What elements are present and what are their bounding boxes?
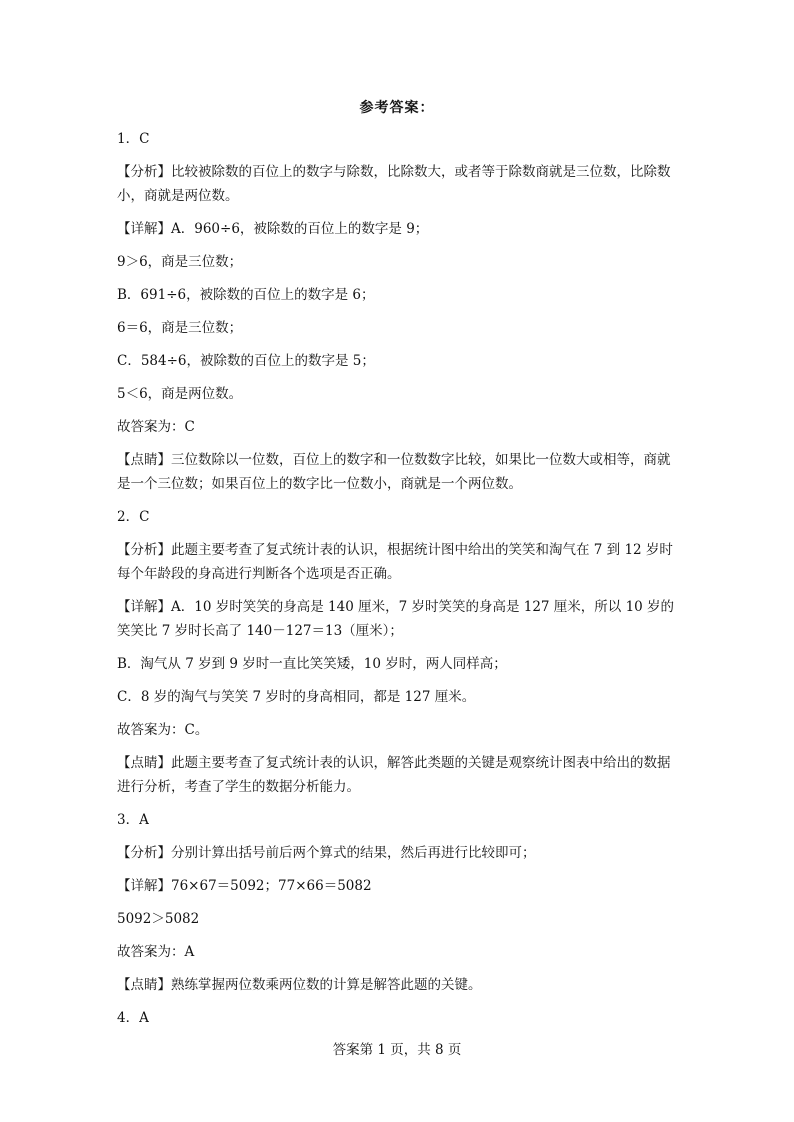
answer-line: 2．C [117, 509, 150, 525]
page-title: 参考答案： [359, 100, 435, 116]
answer-line: 【详解】A．10 岁时笑笑的身高是 140 厘米，7 岁时笑笑的身高是 127 厘米，所以 10 岁的笑笑比 7 岁时长高了 140－127＝13（厘米）； [117, 599, 675, 639]
answer-line: C．8 岁的淘气与笑笑 7 岁时的身高相同，都是 127 厘米。 [117, 689, 476, 705]
answer-line: 5＜6，商是两位数。 [117, 386, 243, 402]
answer-line: 故答案为：C [117, 419, 195, 435]
answer-line: B．淘气从 7 岁到 9 岁时一直比笑笑矮，10 岁时，两人同样高； [117, 656, 507, 672]
answer-line: 5092＞5082 [117, 911, 200, 927]
page-footer: 答案第 1 页，共 8 页 [332, 1042, 462, 1058]
answer-line: 【分析】分别计算出括号前后两个算式的结果，然后再进行比较即可； [117, 845, 536, 861]
answer-line: 【分析】比较被除数的百位上的数字与除数，比除数大，或者等于除数商就是三位数，比除数小，商就是两位数。 [117, 164, 671, 204]
answer-line: 1．C [117, 131, 150, 147]
answer-line: 【详解】76×67＝5092；77×66＝5082 [117, 878, 372, 894]
answer-line: 【点睛】此题主要考查了复式统计表的认识，解答此类题的关键是观察统计图表中给出的数据进行分析，考查了学生的数据分析能力。 [117, 755, 671, 795]
answer-line: 9＞6，商是三位数； [117, 254, 243, 270]
answer-line: B．691÷6，被除数的百位上的数字是 6； [117, 287, 375, 303]
answer-line: C．584÷6，被除数的百位上的数字是 5； [117, 353, 375, 369]
answer-line: 故答案为：A [117, 944, 195, 960]
answer-line: 【详解】A．960÷6，被除数的百位上的数字是 9； [117, 221, 429, 237]
answer-line: 故答案为：C。 [117, 722, 209, 738]
answer-line: 【分析】此题主要考查了复式统计表的认识，根据统计图中给出的笑笑和淘气在 7 到 12 岁时每个年龄段的身高进行判断各个选项是否正确。 [117, 542, 673, 582]
answer-line: 【点睛】熟练掌握两位数乘两位数的计算是解答此题的关键。 [117, 977, 482, 993]
answer-content [117, 123, 677, 1035]
answer-line: 【点睛】三位数除以一位数，百位上的数字和一位数数字比较，如果比一位数大或相等，商就是一个三位数；如果百位上的数字比一位数小，商就是一个两位数。 [117, 452, 671, 492]
answer-line: 6＝6，商是三位数； [117, 320, 243, 336]
answer-line: 3．A [117, 812, 149, 828]
answer-line: 4．A [117, 1010, 149, 1026]
